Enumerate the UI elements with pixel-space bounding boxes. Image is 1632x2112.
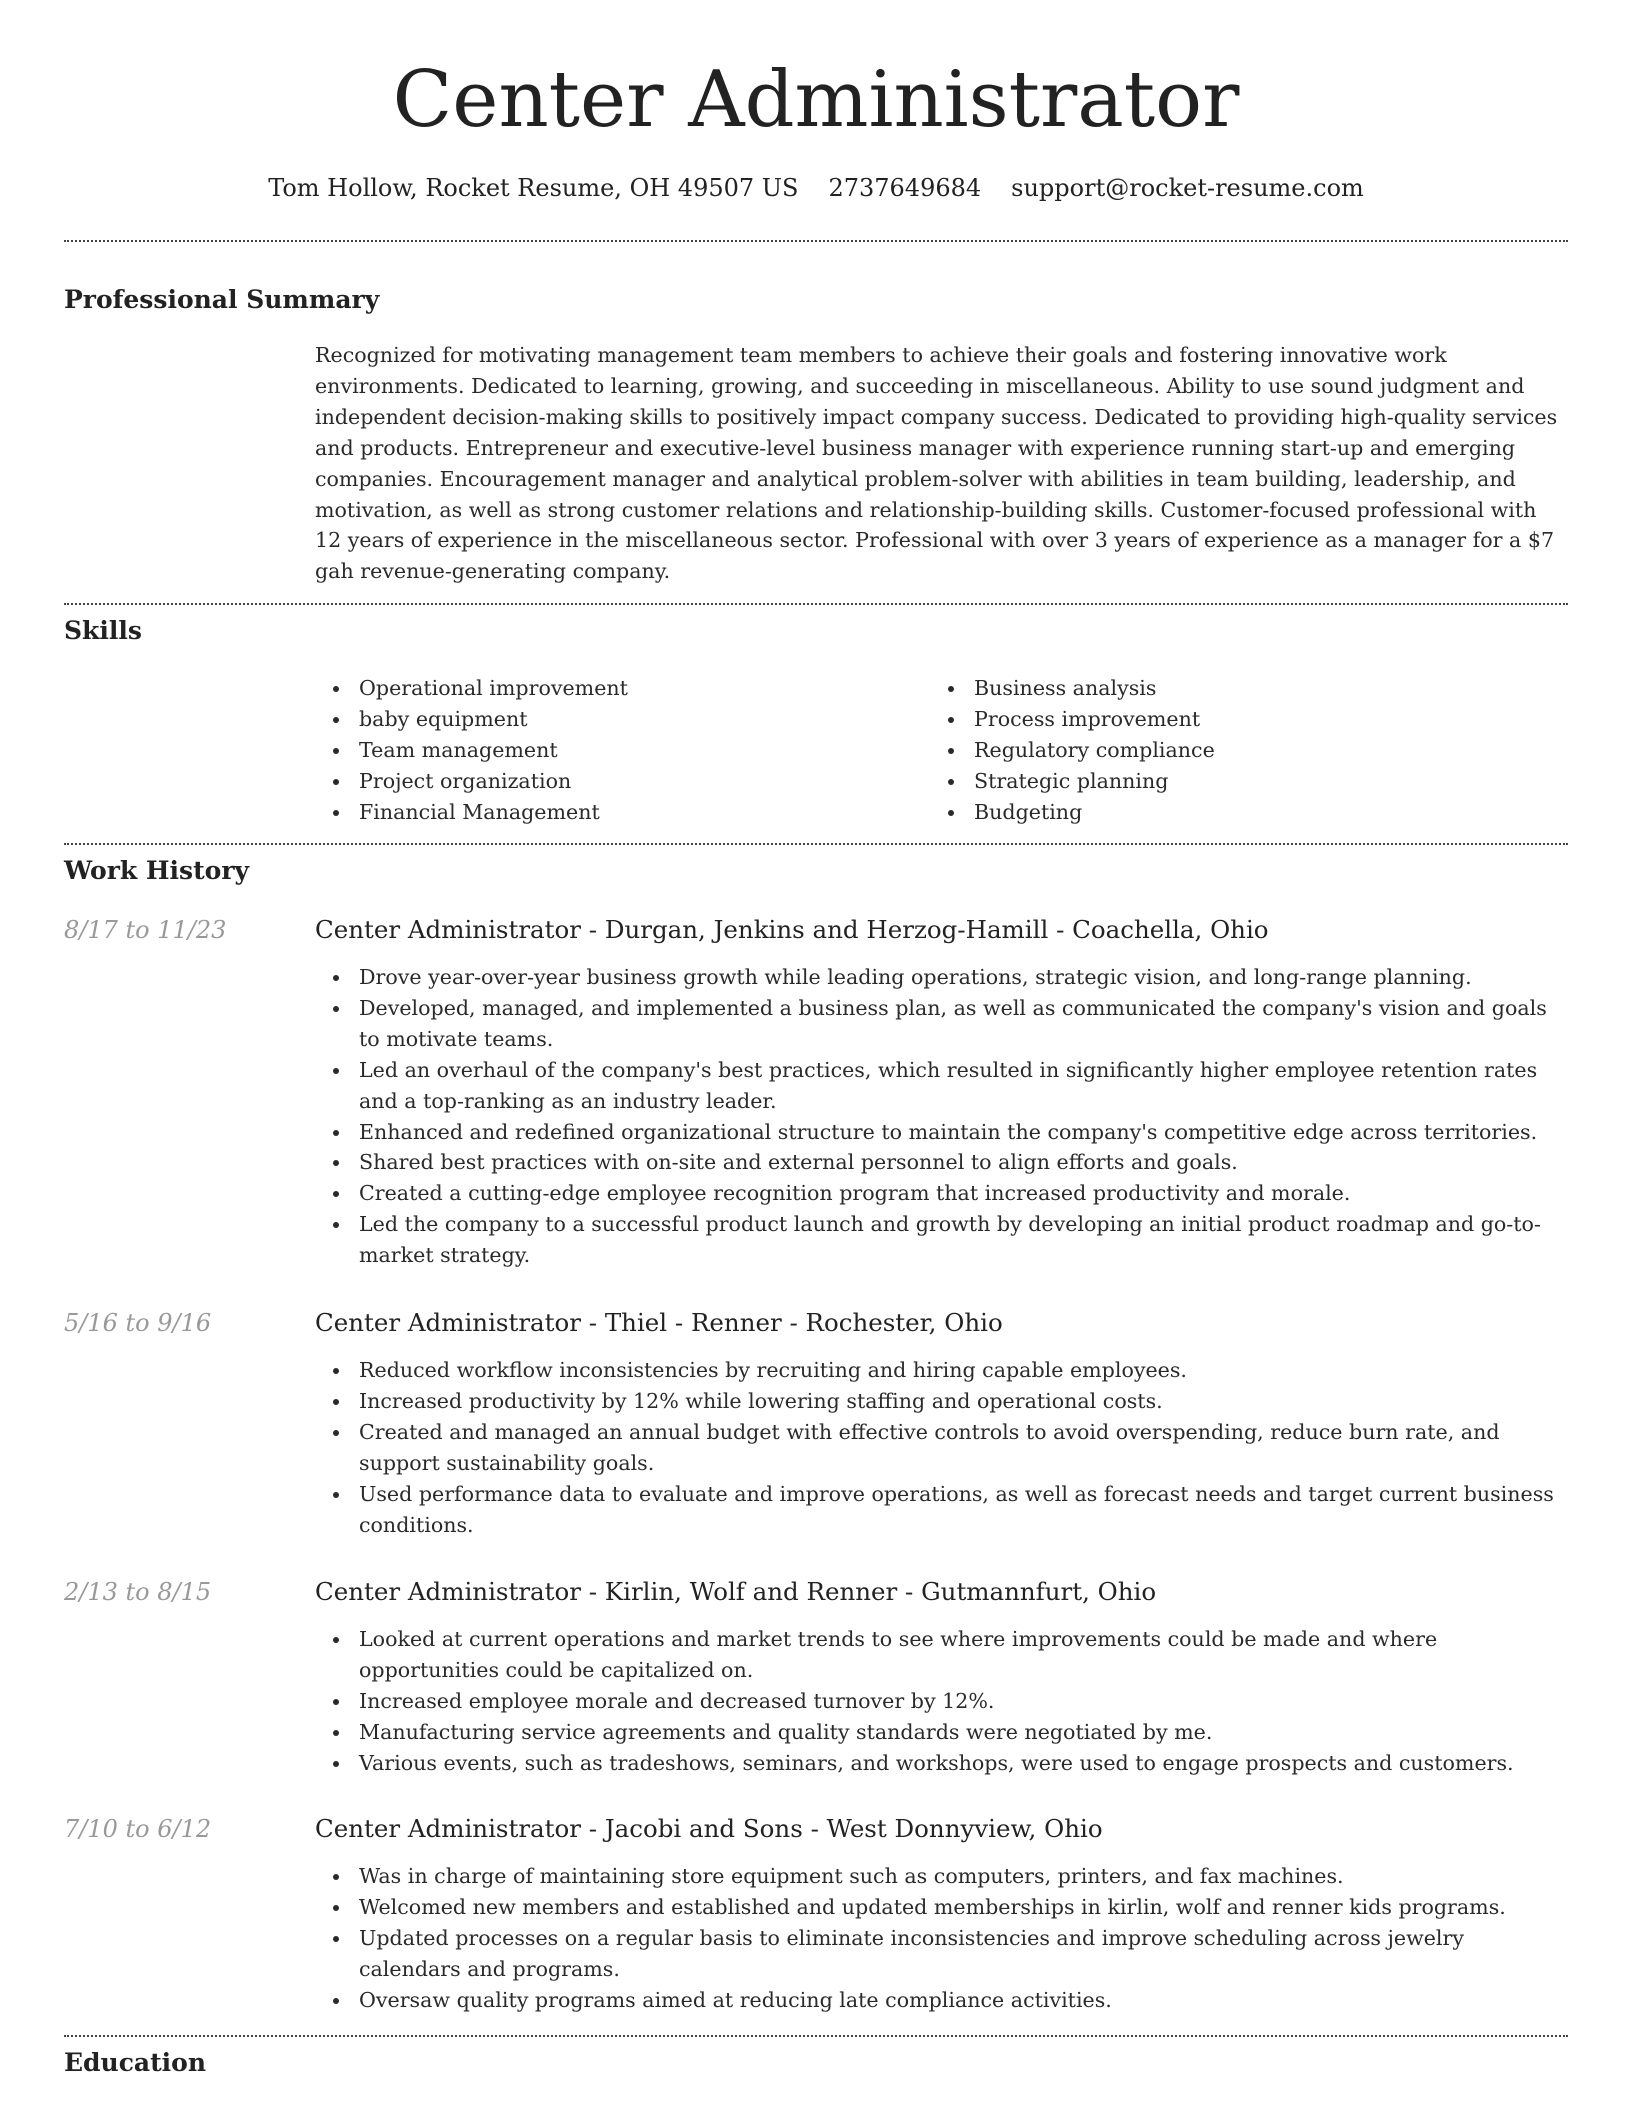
- job-bullet: Created and managed an annual budget with effective controls to avoid overspending, reduce burn rate, and support sustainability goals.: [315, 1417, 1568, 1479]
- job-bullet: Increased employee morale and decreased turnover by 12%.: [315, 1686, 1568, 1717]
- job-bullet: Manufacturing service agreements and quality standards were negotiated by me.: [315, 1717, 1568, 1748]
- skills-list: [315, 673, 1568, 828]
- job-bullet: Looked at current operations and market trends to see where improvements could be made and where opportunities could be capitalized on.: [315, 1624, 1568, 1686]
- job-entry: [315, 1575, 1568, 1779]
- job-bullet: Drove year-over-year business growth while leading operations, strategic vision, and long-range planning.: [315, 962, 1568, 993]
- contact-line: [64, 170, 1568, 206]
- job-bullet: Created a cutting-edge employee recognition program that increased productivity and morale.: [315, 1178, 1568, 1209]
- job-bullet: Reduced workflow inconsistencies by recruiting and hiring capable employees.: [315, 1355, 1568, 1386]
- job-title: Center Administrator - Durgan, Jenkins and Herzog-Hamill - Coachella, Ohio: [315, 915, 1269, 944]
- job-dates: 5/16 to 9/16: [64, 1309, 212, 1337]
- job-dates: 2/13 to 8/15: [64, 1578, 212, 1606]
- job-bullets: [315, 1624, 1568, 1779]
- contact-phone: 2737649684: [828, 174, 982, 202]
- job-title: Center Administrator - Jacobi and Sons - West Donnyview, Ohio: [315, 1814, 1103, 1843]
- job-bullet: Led an overhaul of the company's best practices, which resulted in significantly higher employee retention rates and a top-ranking as an industry leader.: [315, 1055, 1568, 1117]
- skill-item: Financial Management: [315, 797, 930, 828]
- skill-item: Team management: [315, 735, 930, 766]
- contact-address: Tom Hollow, Rocket Resume, OH 49507 US: [268, 174, 799, 202]
- skill-item: Process improvement: [930, 704, 1545, 735]
- job-bullet: Developed, managed, and implemented a business plan, as well as communicated the company's vision and goals to motivate teams.: [315, 993, 1568, 1055]
- contact-email: support@rocket-resume.com: [1011, 174, 1364, 202]
- header-divider: [64, 240, 1568, 242]
- job-dates: 8/17 to 11/23: [64, 916, 227, 944]
- summary-text: Recognized for motivating management team members to achieve their goals and fostering innovative work environments. Dedicated to learning, growing, and succeeding in miscellaneous. Ability to use sound judgment and independent decision-making skills to positively impact company success. Dedicated to providing high-quality services and products. Entrepreneur and executive-level business manager with experience running start-up and emerging companies. Encouragement manager and analytical problem-solver with abilities in team building, leadership, and motivation, as well as strong customer relations and relationship-building skills. Customer-focused professional with 12 years of experience in the miscellaneous sector. Professional with over 3 years of experience as a manager for a $7 gah revenue-generating company.: [315, 343, 1558, 584]
- job-entry: [315, 1306, 1568, 1540]
- job-bullet: Enhanced and redefined organizational structure to maintain the company's competitive edge across territories.: [315, 1117, 1568, 1148]
- job-bullet: Used performance data to evaluate and improve operations, as well as forecast needs and target current business conditions.: [315, 1479, 1568, 1541]
- skill-item: Operational improvement: [315, 673, 930, 704]
- job-bullet: Welcomed new members and established and updated memberships in kirlin, wolf and renner kids programs.: [315, 1892, 1568, 1923]
- section-title-education: Education: [64, 2048, 207, 2077]
- job-bullet: Led the company to a successful product launch and growth by developing an initial product roadmap and go-to-market strategy.: [315, 1209, 1568, 1271]
- skill-item: baby equipment: [315, 704, 930, 735]
- work-history-divider: [64, 2035, 1568, 2037]
- skills-column-left: [315, 673, 930, 828]
- job-bullet: Shared best practices with on-site and external personnel to align efforts and goals.: [315, 1147, 1568, 1178]
- job-title: Center Administrator - Thiel - Renner - Rochester, Ohio: [315, 1308, 1003, 1337]
- job-bullet: Increased productivity by 12% while lowering staffing and operational costs.: [315, 1386, 1568, 1417]
- job-bullets: [315, 962, 1568, 1271]
- resume-name-title: Center Administrator: [392, 55, 1240, 145]
- job-entry: [315, 1812, 1568, 2016]
- skill-item: Business analysis: [930, 673, 1545, 704]
- section-title-skills: Skills: [64, 616, 142, 645]
- job-bullet: Oversaw quality programs aimed at reducing late compliance activities.: [315, 1985, 1568, 2016]
- section-title-summary: Professional Summary: [64, 285, 380, 314]
- job-title: Center Administrator - Kirlin, Wolf and Renner - Gutmannfurt, Ohio: [315, 1577, 1157, 1606]
- job-entry: [315, 913, 1568, 1271]
- skills-divider: [64, 843, 1568, 845]
- skills-column-right: [930, 673, 1545, 828]
- skill-item: Strategic planning: [930, 766, 1545, 797]
- section-title-work-history: Work History: [64, 856, 250, 885]
- job-bullet: Various events, such as tradeshows, seminars, and workshops, were used to engage prospects and customers.: [315, 1748, 1568, 1779]
- job-bullets: [315, 1355, 1568, 1540]
- job-bullet: Updated processes on a regular basis to eliminate inconsistencies and improve scheduling across jewelry calendars and programs.: [315, 1923, 1568, 1985]
- job-bullets: [315, 1861, 1568, 2016]
- job-bullet: Was in charge of maintaining store equipment such as computers, printers, and fax machines.: [315, 1861, 1568, 1892]
- summary-divider: [64, 603, 1568, 605]
- job-dates: 7/10 to 6/12: [64, 1815, 212, 1843]
- skill-item: Budgeting: [930, 797, 1545, 828]
- skill-item: Project organization: [315, 766, 930, 797]
- skill-item: Regulatory compliance: [930, 735, 1545, 766]
